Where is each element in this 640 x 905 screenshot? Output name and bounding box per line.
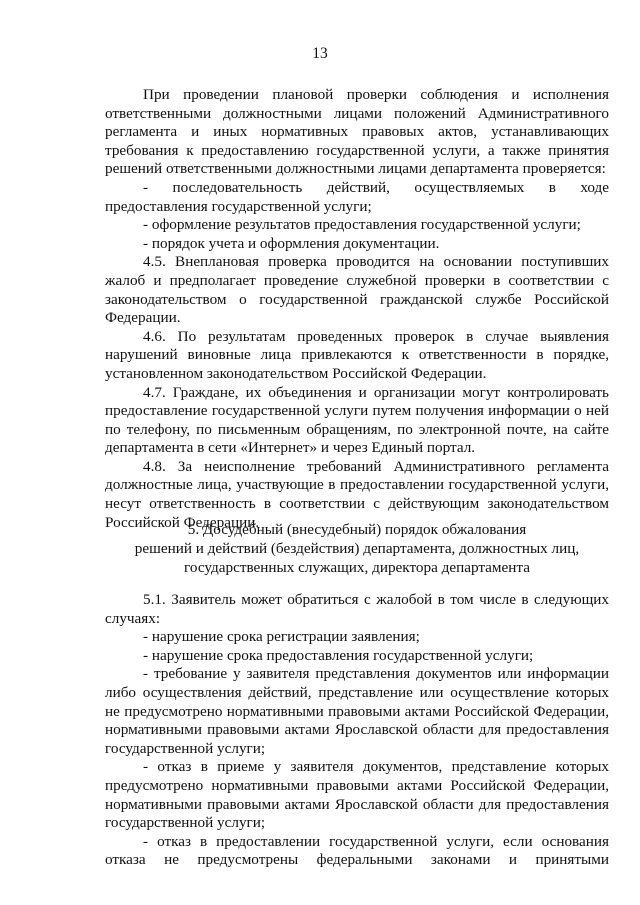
section-4-text — [105, 86, 609, 532]
list-item-documentation: - порядок учета и оформления документации. — [143, 234, 440, 252]
list-item-results-formatting: - оформление результатов предоставления государственной услуги; — [143, 216, 581, 234]
paragraph-5-1: 5.1. Заявитель может обратиться с жалобой в том числе в следующих случаях: — [105, 591, 609, 627]
paragraph-4-8: 4.8. За неисполнение требований Административного регламента должностные лица, участвующие в предоставлении государственной услуги, несут ответственность в соответствии с действующим законодательством Российской Федерации. — [105, 457, 609, 531]
list-item-extra-documents: - требование у заявителя представления документов или информации либо осуществления действий, представление или осуществление которых не предусмотрено нормативными правовыми актами Российской Федерации, нормативными правовыми актами Ярославской области для предоставления государственной услуги; — [105, 665, 609, 757]
paragraph-4-7: 4.7. Граждане, их объединения и организации могут контролировать предоставление государственной услуги путем получения информации о ней по телефону, по письменным обращениям, по электронной почте, на сайте департамента в сети «Интернет» и через Единый портал. — [105, 383, 609, 457]
paragraph-4-6: 4.6. По результатам проведенных проверок в случае выявления нарушений виновные лица привлекаются к ответственности в порядке, установленном законодательством Российской Федерации. — [105, 327, 609, 382]
list-item-sequence: - последовательность действий, осуществляемых в ходе предоставления государственной услуги; — [105, 178, 609, 215]
section-5-heading-line: решений и действий (бездействия) департамента, должностных лиц, — [134, 540, 580, 557]
list-item-service-deadline: - нарушение срока предоставления государственной услуги; — [143, 646, 534, 664]
section-5-heading-line: 5. Досудебный (внесудебный) порядок обжалования — [187, 521, 527, 538]
list-item-refusal-of-service: - отказ в предоставлении государственной услуги, если основания отказа не предусмотрены федеральными законами и принятыми — [105, 832, 609, 869]
page-number: 13 — [312, 45, 328, 62]
paragraph-4-5: 4.5. Внеплановая проверка проводится на основании поступивших жалоб и предполагает проведение служебной проверки в соответствии с законодательством о государственной гражданской службе Российской Федерации. — [105, 253, 609, 327]
section-5-heading — [105, 520, 609, 577]
list-item-registration-deadline: - нарушение срока регистрации заявления; — [143, 628, 420, 646]
list-item-refusal-to-accept: - отказ в приеме у заявителя документов, представление которых предусмотрено нормативными правовыми актами Российской Федерации, нормативными правовыми актами Ярославской области для предоставления государственной услуги; — [105, 758, 609, 832]
paragraph-planned-inspection: При проведении плановой проверки соблюдения и исполнения ответственными должностными лицами положений Административного регламента и иных нормативных правовых актов, устанавливающих требования к предоставлению государственной услуги, а также принятия решений ответственными должностными лицами департамента проверяется: — [105, 86, 609, 178]
section-5-text — [105, 591, 609, 870]
section-5-heading-line: государственных служащих, директора департамента — [184, 559, 530, 576]
